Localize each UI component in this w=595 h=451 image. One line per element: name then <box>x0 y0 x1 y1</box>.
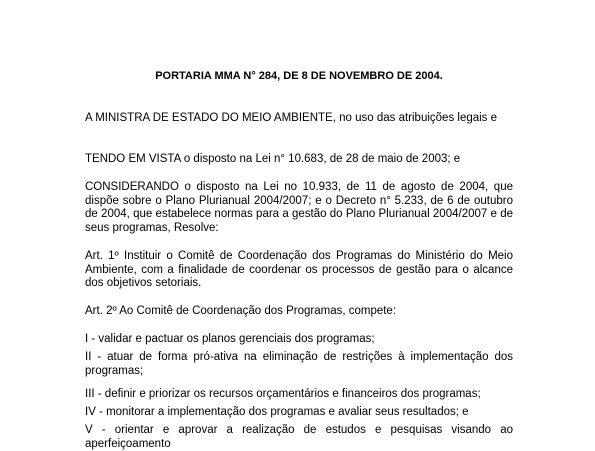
tendo-rest: o disposto na Lei n° 10.683, de 28 de maio de 2003; e <box>180 153 461 165</box>
article-1: Art. 1º Instituir o Comitê de Coordenação dos Programas do Ministério do Meio Ambiente, com a finalidade de coordenar os processos de gestão para o alcance dos objetivos setoriais. <box>85 250 513 289</box>
list-item: I - validar e pactuar os planos gerenciais dos programas; <box>85 333 375 345</box>
list-item: II - atuar de forma pró-ativa na eliminação de restrições à implementação dos programas; <box>85 351 513 377</box>
article-2: Art. 2º Ao Comitê de Coordenação dos Programas, compete: <box>85 305 397 317</box>
tendo-lead: TENDO EM VISTA <box>85 153 181 165</box>
preamble-lead: A MINISTRA DE ESTADO DO MEIO AMBIENTE, <box>85 112 336 124</box>
tendo-paragraph <box>85 153 513 167</box>
considerando-rest: o disposto na Lei no 10.933, de 11 de agosto de 2004, que dispõe sobre o Plano Plurianual 2004/2007; e o Decreto n° 5.233, de 6 de outubro de 2004, que estabelece normas para a gestão do Plano Plurianual 2004/2007 e de seus programas, Resolve: <box>85 181 513 234</box>
list-item: III - definir e priorizar os recursos orçamentários e financeiros dos programas; <box>85 388 481 400</box>
list-item: IV - monitorar a implementação dos programas e avaliar seus resultados; e <box>85 406 469 418</box>
considerando-lead: CONSIDERANDO <box>85 181 179 193</box>
preamble-rest: no uso das atribuições legais e <box>335 112 498 124</box>
document-title: PORTARIA MMA N° 284, DE 8 DE NOVEMBRO DE 2004. <box>155 70 443 82</box>
considerando-paragraph <box>85 181 513 235</box>
preamble-paragraph <box>85 112 513 126</box>
list-item: V - orientar e aprovar a realização de estudos e pesquisas visando ao aperfeiçoamento <box>85 424 513 450</box>
